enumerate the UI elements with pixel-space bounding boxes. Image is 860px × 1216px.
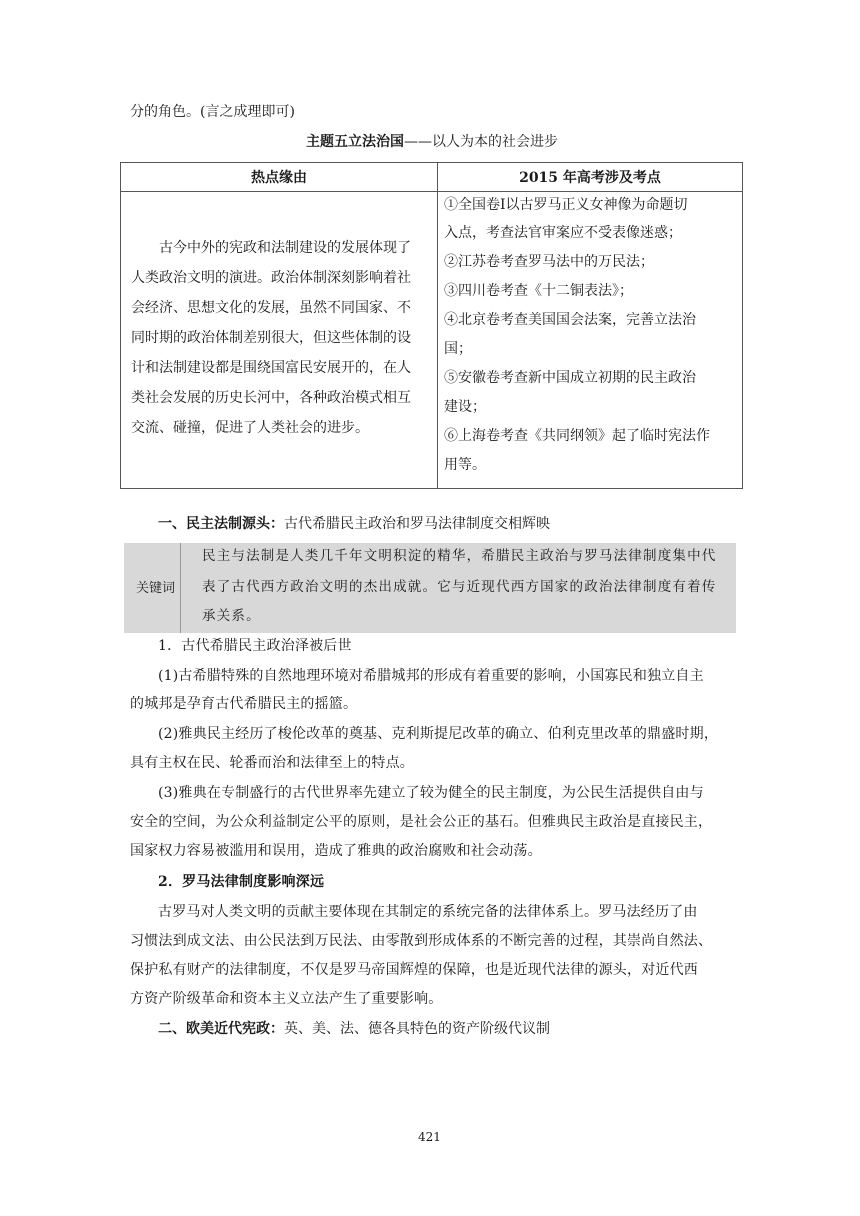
cause-line: 人类政治文明的演进。政治体制深刻影响着社 [131,270,411,286]
paragraph-line: 的城邦是孕育古代希腊民主的摇篮。 [130,696,358,712]
paragraph-line: 国家权力容易被滥用和误用，造成了雅典的政治腐败和社会动荡。 [130,843,542,859]
paragraph-line: 习惯法到成文法、由公民法到万民法、由零散到形成体系的不断完善的过程，其崇尚自然法、 [130,933,713,949]
section-heading-1-rest: 古代希腊民主政治和罗马法律制度交相辉映 [284,516,550,532]
cause-line: 同时期的政治体制差别很大，但这些体制的设 [131,330,411,346]
theme-title-bold: 主题五立法治国 [306,134,404,150]
theme-title-rest: ——以人为本的社会进步 [404,134,558,150]
keyword-label: 关键词 [136,581,176,596]
subheading-1: 1．古代希腊民主政治泽被后世 [158,638,352,654]
section-heading-1 [158,514,550,534]
paragraph-line: 古罗马对人类文明的贡献主要体现在其制定的系统完备的法律体系上。罗马法经历了由 [158,904,698,920]
exam-point-line: 国； [444,341,472,357]
page-number: 421 [418,1130,441,1144]
cause-line: 会经济、思想文化的发展，虽然不同国家、不 [131,300,411,316]
section-heading-2 [158,1019,550,1039]
lead-text: 分的角色。(言之成理即可) [130,104,295,120]
table-row [121,192,743,489]
exam-point-line: ⑤安徽卷考查新中国成立初期的民主政治 [444,370,696,386]
paragraph-line: (3)雅典在专制盛行的古代世界率先建立了较为健全的民主制度，为公民生活提供自由与 [158,785,704,801]
hotspot-table [120,162,743,489]
section-heading-1-bold: 一、民主法制源头： [158,516,284,532]
keyword-box [124,543,736,633]
section-heading-2-rest: 英、美、法、德各具特色的资产阶级代议制 [284,1021,550,1037]
cause-line: 计和法制建设都是围绕国富民安展开的，在人 [131,360,411,376]
cause-line: 古今中外的宪政和法制建设的发展体现了 [159,240,411,256]
paragraph-line: (2)雅典民主经历了梭伦改革的奠基、克利斯提尼改革的确立、伯利克里改革的鼎盛时期， [158,726,719,742]
paragraph-line: 安全的空间，为公众利益制定公平的原则，是社会公正的基石。但雅典民主政治是直接民主， [130,814,713,830]
section-heading-2-bold: 二、欧美近代宪政： [158,1021,284,1037]
paragraph-line: 方资产阶级革命和资本主义立法产生了重要影响。 [130,991,443,1007]
paragraph-line: (1)古希腊特殊的自然地理环境对希腊城邦的形成有着重要的影响，小国寡民和独立自主 [158,668,704,684]
exam-point-line: 用等。 [444,457,486,473]
table-header-row [121,163,743,192]
exam-point-line: ②江苏卷考查罗马法中的万民法； [444,254,654,270]
exam-point-line: ⑥上海卷考查《共同纲领》起了临时宪法作 [444,428,710,444]
keyword-line: 承关系。 [202,608,261,624]
cause-line: 类社会发展的历史长河中，各种政治模式相互 [131,390,411,406]
cause-text [131,233,411,443]
subheading-2: 2．罗马法律制度影响深远 [158,874,325,890]
keyword-line: 表了古代西方政治文明的杰出成就。它与近现代西方国家的政治法律制度有着传 [202,579,717,595]
keyword-divider [180,543,181,633]
keyword-line: 民主与法制是人类几千年文明积淀的精华，希腊民主政治与罗马法律制度集中代 [202,548,717,564]
exam-point-line: ①全国卷Ⅰ以古罗马正义女神像为命题切 [444,197,688,213]
table-header-cause: 热点缘由 [121,163,438,192]
paragraph-line: 具有主权在民、轮番而治和法律至上的特点。 [130,755,414,771]
table-cell-cause [121,192,438,489]
exam-point-line: ③四川卷考查《十二铜表法》； [444,283,633,299]
exam-point-line: 建设； [444,399,486,415]
exam-point-line: ④北京卷考查美国国会法案，完善立法治 [444,312,696,328]
table-header-exam-points: 2015 年高考涉及考点 [438,163,743,192]
table-cell-exam-points [438,192,743,489]
theme-title [306,132,558,152]
cause-line: 交流、碰撞，促进了人类社会的进步。 [131,420,369,436]
paragraph-line: 保护私有财产的法律制度，不仅是罗马帝国辉煌的保障，也是近现代法律的源头，对近代西 [130,962,698,978]
exam-point-line: 入点，考查法官审案应不受表像迷惑； [444,225,682,241]
